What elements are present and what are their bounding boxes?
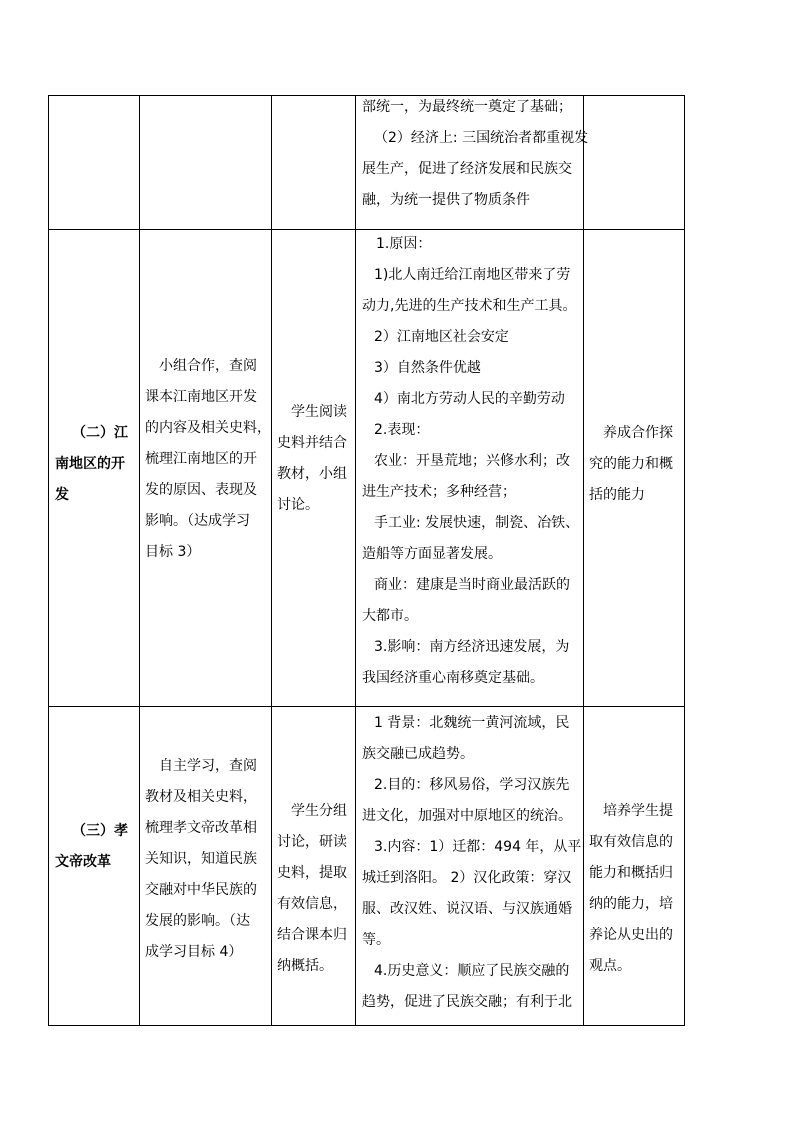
cell-text-line: 讨论。 bbox=[277, 497, 319, 513]
cell-text-line: 目标 3） bbox=[145, 544, 201, 560]
cell-text-line: 发 bbox=[55, 487, 69, 503]
cell-text-line: 城迁到洛阳。 2）汉化政策：穿汉 bbox=[362, 870, 572, 886]
cell-text-line: 有效信息， bbox=[277, 896, 347, 912]
cell-text-line: 1.原因： bbox=[376, 236, 432, 252]
cell-text-line: 我国经济重心南移奠定基础。 bbox=[362, 670, 544, 686]
cell-text-line: 等。 bbox=[362, 932, 390, 948]
cell-text-line: 取有效信息的 bbox=[589, 834, 673, 850]
cell-text-line: 农业：开垦荒地；兴修水利；改 bbox=[374, 453, 570, 469]
cell-text-line: 3.内容：1）迁都：494 年，从平 bbox=[374, 839, 582, 855]
cell-text-line: 成学习目标 4） bbox=[145, 944, 243, 960]
cell-text-line: 2.目的：移风易俗，学习汉族先 bbox=[374, 777, 570, 793]
cell-text-line: 讨论，研读 bbox=[277, 834, 347, 850]
cell-text-line: 3.影响：南方经济迅速发展，为 bbox=[374, 639, 570, 655]
cell-text-line: 观点。 bbox=[589, 958, 631, 974]
cell-text-line: 史料并结合 bbox=[277, 435, 347, 451]
cell-text-line: 小组合作，查阅 bbox=[159, 358, 257, 374]
cell-text-line: 1)北人南迁给江南地区带来了劳 bbox=[374, 267, 571, 283]
cell-text-line: 能力和概括归 bbox=[589, 865, 673, 881]
cell-text-line: 族交融已成趋势。 bbox=[362, 746, 474, 762]
cell-text-line: 展生产，促进了经济发展和民族交 bbox=[362, 161, 572, 177]
cell-text-line: 造船等方面显著发展。 bbox=[362, 546, 502, 562]
cell-text-line: 2）江南地区社会安定 bbox=[374, 329, 509, 345]
cell-text-line: 南地区的开 bbox=[55, 456, 125, 472]
cell-text-line: 进生产技术；多种经营； bbox=[362, 484, 516, 500]
table-border-v bbox=[684, 95, 685, 1026]
cell-text-line: 动力,先进的生产技术和生产工具。 bbox=[362, 298, 577, 314]
cell-text-line: 教材及相关史料， bbox=[145, 789, 257, 805]
cell-text-line: 史料，提取 bbox=[277, 865, 347, 881]
cell-text-line: 影响。（达成学习 bbox=[145, 513, 250, 529]
table-border-h bbox=[48, 95, 685, 96]
cell-text-line: 培养学生提 bbox=[603, 803, 673, 819]
cell-text-line: 交融对中华民族的 bbox=[145, 882, 257, 898]
cell-text-line: 发的原因、表现及 bbox=[145, 482, 257, 498]
table-border-v bbox=[355, 95, 356, 1026]
cell-text-line: 关知识，知道民族 bbox=[145, 851, 257, 867]
cell-text-line: 服、改汉姓、说汉语、与汉族通婚 bbox=[362, 901, 572, 917]
cell-text-line: （三）孝 bbox=[72, 823, 128, 839]
table-border-v bbox=[139, 95, 140, 1026]
cell-text-line: 括的能力 bbox=[589, 487, 645, 503]
cell-text-line: 学生分组 bbox=[291, 803, 347, 819]
cell-text-line: 纳概括。 bbox=[277, 958, 333, 974]
cell-text-line: 梳理孝文帝改革相 bbox=[145, 820, 257, 836]
cell-text-line: 1 背景：北魏统一黄河流域，民 bbox=[374, 715, 570, 731]
table-border-h bbox=[48, 1025, 685, 1026]
cell-text-line: 4.历史意义：顺应了民族交融的 bbox=[374, 963, 570, 979]
cell-text-line: 的内容及相关史料， bbox=[145, 420, 271, 436]
cell-text-line: 趋势，促进了民族交融；有利于北 bbox=[362, 994, 572, 1010]
cell-text-line: 大都市。 bbox=[362, 608, 418, 624]
cell-text-line: 融，为统一提供了物质条件 bbox=[362, 192, 530, 208]
cell-text-line: 梳理江南地区的开 bbox=[145, 451, 257, 467]
table-border-h bbox=[48, 229, 685, 230]
cell-text-line: 发展的影响。（达 bbox=[145, 913, 250, 929]
cell-text-line: （二）江 bbox=[72, 425, 128, 441]
cell-text-line: 养论从史出的 bbox=[589, 927, 673, 943]
cell-text-line: 部统一，为最终统一奠定了基础； bbox=[362, 99, 572, 115]
table-border-v bbox=[271, 95, 272, 1026]
cell-text-line: 手工业: 发展快速，制瓷、冶铁、 bbox=[374, 515, 580, 531]
cell-text-line: （2）经济上: 三国统治者都重视发 bbox=[374, 130, 589, 146]
cell-text-line: 自主学习，查阅 bbox=[159, 758, 257, 774]
cell-text-line: 教材，小组 bbox=[277, 466, 347, 482]
cell-text-line: 究的能力和概 bbox=[589, 456, 673, 472]
cell-text-line: 4）南北方劳动人民的辛勤劳动 bbox=[374, 391, 565, 407]
table-border-v bbox=[48, 95, 49, 1026]
cell-text-line: 养成合作探 bbox=[603, 425, 673, 441]
table-border-v bbox=[583, 95, 584, 1026]
cell-text-line: 2.表现： bbox=[374, 422, 430, 438]
cell-text-line: 进文化，加强对中原地区的统治。 bbox=[362, 808, 572, 824]
cell-text-line: 结合课本归 bbox=[277, 927, 347, 943]
table-border-h bbox=[48, 706, 685, 707]
cell-text-line: 商业：建康是当时商业最活跃的 bbox=[374, 577, 570, 593]
cell-text-line: 课本江南地区开发 bbox=[145, 389, 257, 405]
cell-text-line: 文帝改革 bbox=[55, 854, 111, 870]
cell-text-line: 纳的能力，培 bbox=[589, 896, 673, 912]
cell-text-line: 3）自然条件优越 bbox=[374, 360, 481, 376]
cell-text-line: 学生阅读 bbox=[291, 404, 347, 420]
